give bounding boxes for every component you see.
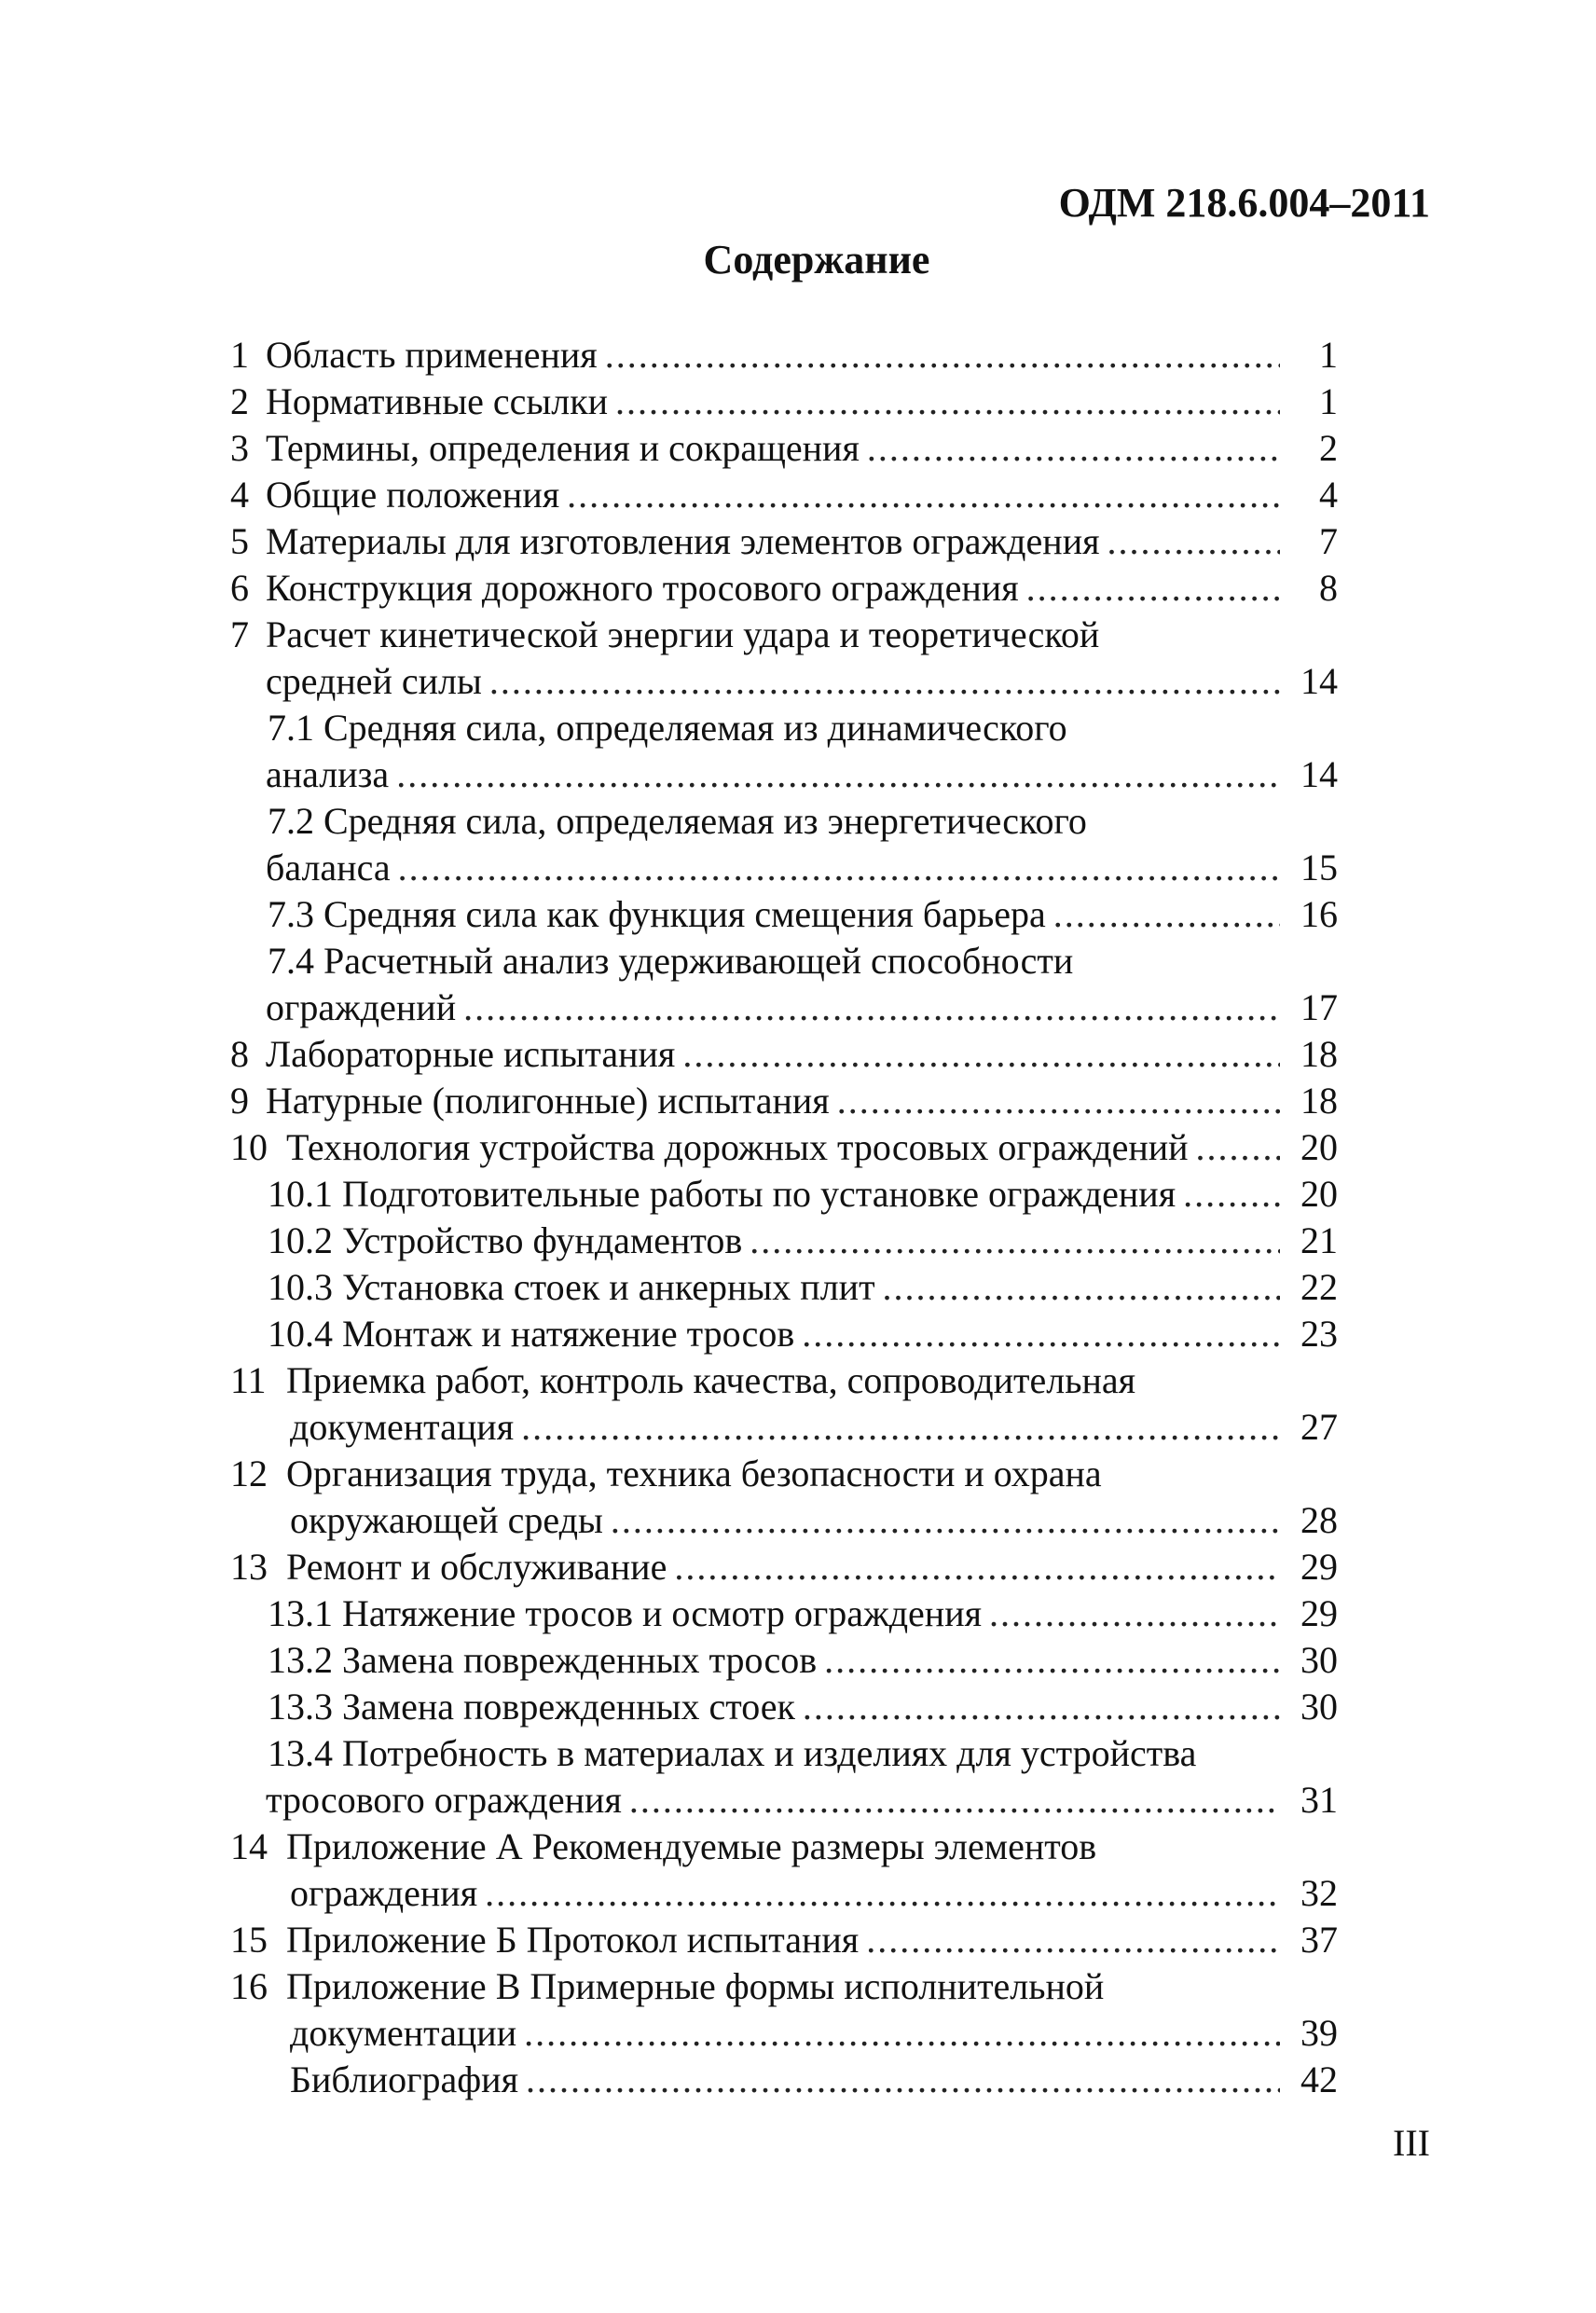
toc-entry-title: Приложение Б Протокол испытания: [286, 1919, 860, 1961]
toc-entry-title: Подготовительные работы по установке ограждения: [342, 1173, 1176, 1215]
toc-entry-line: [230, 798, 1338, 845]
toc-entry-line: [230, 1777, 1338, 1824]
toc-entry-line: [230, 472, 1338, 518]
dot-leader: [1026, 565, 1280, 612]
toc-entry-number: 10.3: [268, 1266, 333, 1308]
toc-entry-line: [230, 1824, 1338, 1870]
toc-entry-title: Термины, определения и сокращения: [266, 427, 860, 469]
dot-leader: [605, 332, 1280, 379]
toc-entry-line: [230, 565, 1338, 612]
dot-leader: [611, 1497, 1280, 1544]
toc-entry-number: 13.2: [268, 1639, 333, 1681]
dot-leader: [750, 1218, 1280, 1264]
toc-entry-title: ограждений: [266, 986, 457, 1028]
toc-entry[interactable]: [230, 1451, 1338, 1544]
toc-entry-title: окружающей среды: [290, 1499, 603, 1541]
dot-leader: [526, 2057, 1280, 2103]
dot-leader: [396, 751, 1280, 798]
toc-entry-number: 13: [230, 1546, 268, 1588]
toc-entry-page: 15: [1300, 847, 1338, 888]
dot-leader: [1196, 1124, 1280, 1171]
toc-entry[interactable]: [230, 1124, 1338, 1171]
toc-entry-title: Материалы для изготовления элементов ограждения: [266, 520, 1100, 562]
dot-leader: [489, 658, 1280, 705]
toc-entry-line: [230, 1357, 1338, 1404]
dot-leader: [824, 1637, 1280, 1684]
toc-entry-title: средней силы: [266, 660, 482, 702]
toc-entry-title: анализа: [266, 753, 390, 795]
dot-leader: [883, 1264, 1280, 1311]
toc-entry-title: баланса: [266, 847, 391, 888]
toc-entry-title: Расчетный анализ удерживающей способности: [323, 940, 1074, 982]
toc-entry-title: Ремонт и обслуживание: [286, 1546, 667, 1588]
toc-entry-line: [230, 1590, 1338, 1637]
toc-entry[interactable]: [230, 518, 1338, 565]
toc-entry-number: 9: [230, 1080, 249, 1122]
toc-entry-page: 29: [1300, 1592, 1338, 1634]
toc-entry-number: 7.2: [268, 800, 314, 842]
toc-entry-line: [230, 1544, 1338, 1590]
toc-entry[interactable]: [230, 1031, 1338, 1078]
toc-entry-title: Нормативные ссылки: [266, 380, 609, 422]
toc-entry[interactable]: [230, 472, 1338, 518]
toc-entry-line: [230, 612, 1338, 658]
dot-leader: [837, 1078, 1280, 1124]
toc-entry-title: Установка стоек и анкерных плит: [342, 1266, 875, 1308]
toc-entry-page: 22: [1300, 1266, 1338, 1308]
table-of-contents: [230, 332, 1338, 2103]
toc-entry-page: 2: [1319, 427, 1338, 469]
toc-entry-line: [230, 1124, 1338, 1171]
toc-entry-title: Приемка работ, контроль качества, сопроводительная: [286, 1359, 1136, 1401]
toc-entry-page: 8: [1319, 567, 1338, 609]
toc-entry-title: Устройство фундаментов: [342, 1219, 743, 1261]
toc-entry[interactable]: [230, 1963, 1338, 2057]
toc-entry[interactable]: [230, 1637, 1338, 1684]
toc-entry[interactable]: [230, 612, 1338, 705]
toc-entry-line: [230, 1404, 1338, 1451]
toc-entry-number: 14: [230, 1825, 268, 1867]
toc-entry-title: документации: [290, 2012, 517, 2054]
toc-entry-number: 10.4: [268, 1313, 333, 1355]
toc-entry-page: 30: [1300, 1639, 1338, 1681]
dot-leader: [485, 1870, 1280, 1917]
toc-entry[interactable]: [230, 1078, 1338, 1124]
toc-entry[interactable]: [230, 565, 1338, 612]
toc-entry-page: 16: [1300, 893, 1338, 935]
toc-entry-number: 4: [230, 474, 249, 516]
toc-entry[interactable]: [230, 2057, 1338, 2103]
toc-entry[interactable]: [230, 938, 1338, 1031]
toc-entry-page: 17: [1300, 986, 1338, 1028]
toc-entry-number: 2: [230, 380, 249, 422]
toc-entry-title: документация: [290, 1406, 515, 1448]
dot-leader: [398, 845, 1280, 891]
toc-entry-number: 7.1: [268, 707, 314, 749]
dot-leader: [803, 1684, 1280, 1730]
toc-entry-title: Библиография: [290, 2058, 518, 2100]
toc-entry-page: 29: [1300, 1546, 1338, 1588]
toc-entry-title: Средняя сила как функция смещения барьера: [323, 893, 1046, 935]
toc-entry-line: [230, 2010, 1338, 2057]
toc-entry-page: 32: [1300, 1872, 1338, 1914]
toc-entry-line: [230, 658, 1338, 705]
toc-entry-line: [230, 891, 1338, 938]
toc-entry-line: [230, 1078, 1338, 1124]
dot-leader: [1108, 518, 1281, 565]
toc-entry-title: Приложение А Рекомендуемые размеры элементов: [286, 1825, 1097, 1867]
toc-entry-line: [230, 938, 1338, 984]
toc-entry-title: Замена поврежденных стоек: [342, 1686, 795, 1728]
toc-entry-title: Организация труда, техника безопасности и охрана: [286, 1453, 1102, 1494]
toc-entry-number: 13.1: [268, 1592, 333, 1634]
toc-entry-line: [230, 1497, 1338, 1544]
dot-leader: [615, 379, 1280, 425]
toc-entry-line: [230, 1730, 1338, 1777]
toc-entry-line: [230, 984, 1338, 1031]
toc-entry[interactable]: [230, 1264, 1338, 1311]
toc-entry-title: Приложение В Примерные формы исполнительной: [286, 1965, 1105, 2007]
toc-entry[interactable]: [230, 705, 1338, 798]
toc-entry-page: 42: [1300, 2058, 1338, 2100]
toc-entry-number: 5: [230, 520, 249, 562]
toc-entry-number: 10.2: [268, 1219, 333, 1261]
toc-entry[interactable]: [230, 1824, 1338, 1917]
toc-entry-title: Конструкция дорожного тросового ограждения: [266, 567, 1019, 609]
toc-entry[interactable]: [230, 1311, 1338, 1357]
toc-entry[interactable]: [230, 425, 1338, 472]
toc-entry-title: Натурные (полигонные) испытания: [266, 1080, 830, 1122]
toc-entry-line: [230, 1311, 1338, 1357]
toc-entry-number: 15: [230, 1919, 268, 1961]
toc-entry-title: тросового ограждения: [266, 1779, 622, 1821]
toc-entry-page: 27: [1300, 1406, 1338, 1448]
toc-entry-page: 1: [1319, 334, 1338, 376]
toc-entry[interactable]: [230, 332, 1338, 379]
toc-entry-line: [230, 1917, 1338, 1963]
toc-entry-page: 37: [1300, 1919, 1338, 1961]
dot-leader: [802, 1311, 1280, 1357]
dot-leader: [989, 1590, 1280, 1637]
toc-entry-title: Средняя сила, определяемая из энергетического: [323, 800, 1087, 842]
toc-entry-title: Общие положения: [266, 474, 560, 516]
toc-entry[interactable]: [230, 1171, 1338, 1218]
toc-entry[interactable]: [230, 1684, 1338, 1730]
toc-entry-number: 6: [230, 567, 249, 609]
dot-leader: [567, 472, 1280, 518]
toc-entry-line: [230, 332, 1338, 379]
toc-entry-number: 3: [230, 427, 249, 469]
toc-entry-title: Замена поврежденных тросов: [342, 1639, 818, 1681]
dot-leader: [524, 2010, 1280, 2057]
toc-entry-number: 1: [230, 334, 249, 376]
toc-entry-number: 10.1: [268, 1173, 333, 1215]
toc-entry-title: Область применения: [266, 334, 598, 376]
toc-entry-number: 8: [230, 1033, 249, 1075]
toc-entry-page: 14: [1300, 660, 1338, 702]
toc-entry-number: 13.4: [268, 1732, 333, 1774]
dot-leader: [629, 1777, 1280, 1824]
toc-entry-line: [230, 1264, 1338, 1311]
toc-entry-title: Расчет кинетической энергии удара и теоретической: [266, 613, 1100, 655]
toc-entry-page: 30: [1300, 1686, 1338, 1728]
toc-entry-line: [230, 379, 1338, 425]
dot-leader: [1053, 891, 1280, 938]
page-number: III: [1393, 2122, 1430, 2164]
toc-entry-number: 13.3: [268, 1686, 333, 1728]
toc-entry-title: ограждения: [290, 1872, 478, 1914]
toc-entry-line: [230, 2057, 1338, 2103]
dot-leader: [1183, 1171, 1280, 1218]
toc-entry-line: [230, 705, 1338, 751]
toc-entry[interactable]: [230, 798, 1338, 891]
toc-entry-page: 7: [1319, 520, 1338, 562]
toc-entry-number: 16: [230, 1965, 268, 2007]
dot-leader: [866, 1917, 1280, 1963]
toc-entry-line: [230, 751, 1338, 798]
toc-entry[interactable]: [230, 379, 1338, 425]
toc-entry[interactable]: [230, 1917, 1338, 1963]
toc-entry-page: 23: [1300, 1313, 1338, 1355]
toc-entry-number: 7.4: [268, 940, 314, 982]
toc-entry[interactable]: [230, 1730, 1338, 1824]
toc-entry-title: Монтаж и натяжение тросов: [342, 1313, 795, 1355]
dot-leader: [463, 984, 1280, 1031]
toc-entry-number: 11: [230, 1359, 267, 1401]
toc-entry-page: 20: [1300, 1173, 1338, 1215]
toc-entry[interactable]: [230, 891, 1338, 938]
toc-entry[interactable]: [230, 1218, 1338, 1264]
toc-entry-number: 10: [230, 1126, 268, 1168]
toc-entry-title: Потребность в материалах и изделиях для устройства: [342, 1732, 1197, 1774]
toc-entry-title: Технология устройства дорожных тросовых ограждений: [286, 1126, 1189, 1168]
toc-entry-page: 20: [1300, 1126, 1338, 1168]
toc-entry-page: 18: [1300, 1033, 1338, 1075]
toc-entry[interactable]: [230, 1544, 1338, 1590]
toc-entry-line: [230, 425, 1338, 472]
toc-entry-page: 14: [1300, 753, 1338, 795]
toc-entry-number: 7: [230, 613, 249, 655]
toc-entry-number: 12: [230, 1453, 268, 1494]
toc-entry-line: [230, 1870, 1338, 1917]
toc-entry-line: [230, 1171, 1338, 1218]
toc-entry-line: [230, 1637, 1338, 1684]
toc-entry-line: [230, 1451, 1338, 1497]
toc-entry-title: Средняя сила, определяемая из динамического: [323, 707, 1067, 749]
toc-entry-page: 1: [1319, 380, 1338, 422]
toc-entry-title: Лабораторные испытания: [266, 1033, 676, 1075]
toc-entry-line: [230, 1031, 1338, 1078]
toc-entry-page: 28: [1300, 1499, 1338, 1541]
toc-entry-line: [230, 845, 1338, 891]
toc-entry-page: 18: [1300, 1080, 1338, 1122]
toc-entry-line: [230, 1218, 1338, 1264]
toc-entry[interactable]: [230, 1357, 1338, 1451]
toc-entry-page: 4: [1319, 474, 1338, 516]
dot-leader: [521, 1404, 1280, 1451]
document-code: ОДМ 218.6.004–2011: [1058, 180, 1430, 226]
dot-leader: [674, 1544, 1280, 1590]
toc-entry-page: 39: [1300, 2012, 1338, 2054]
toc-entry-page: 21: [1300, 1219, 1338, 1261]
toc-entry-line: [230, 1963, 1338, 2010]
toc-entry-page: 31: [1300, 1779, 1338, 1821]
toc-entry-line: [230, 1684, 1338, 1730]
toc-entry-title: Натяжение тросов и осмотр ограждения: [342, 1592, 983, 1634]
toc-entry-line: [230, 518, 1338, 565]
toc-entry-number: 7.3: [268, 893, 314, 935]
toc-entry[interactable]: [230, 1590, 1338, 1637]
toc-title: Содержание: [703, 237, 930, 282]
dot-leader: [867, 425, 1280, 472]
dot-leader: [682, 1031, 1280, 1078]
